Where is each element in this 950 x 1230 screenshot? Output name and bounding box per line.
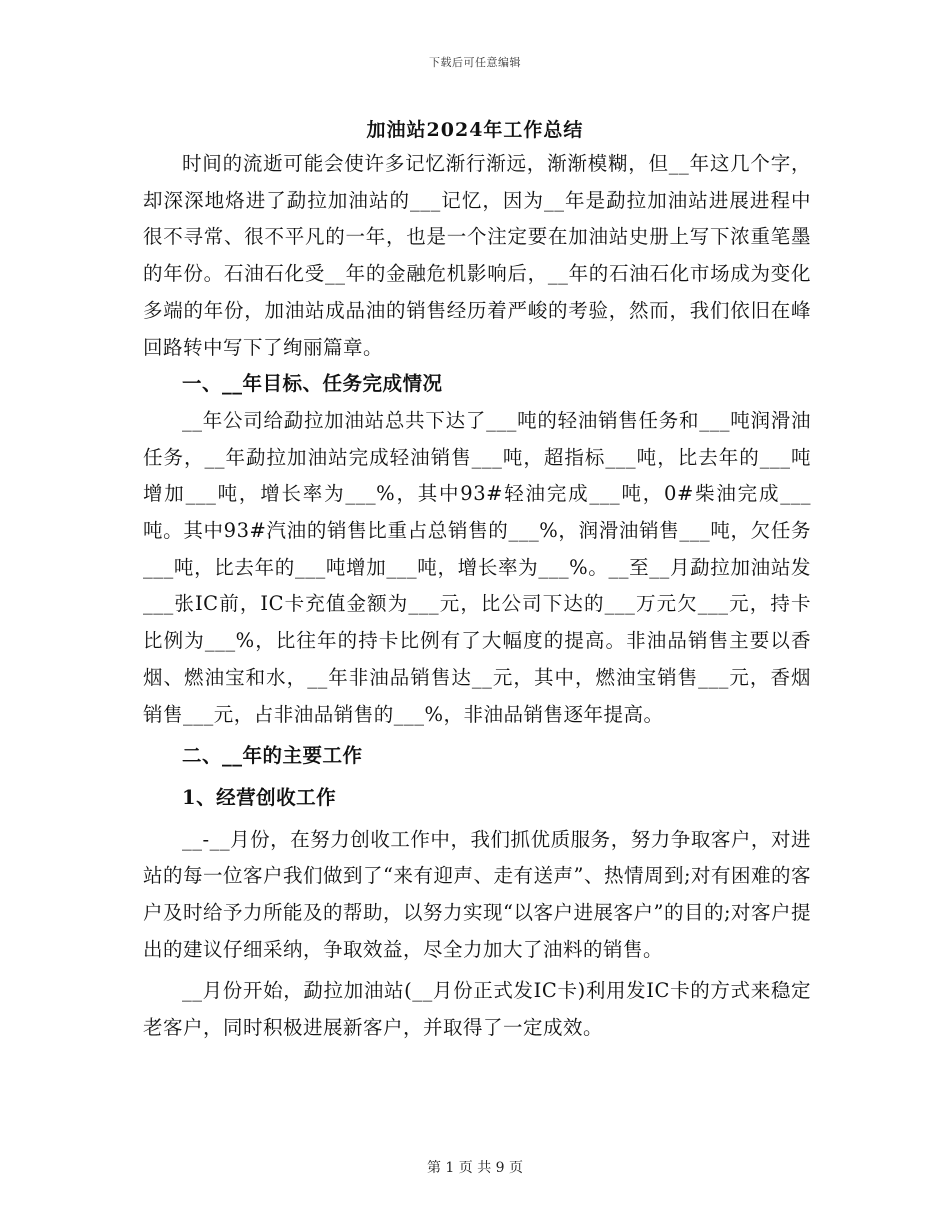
intro-paragraph: 时间的流逝可能会使许多记忆渐行渐远，渐渐模糊，但__年这几个字，却深深地烙进了勐拉加油站的___记忆，因为__年是勐拉加油站进展进程中很不寻常、很不平凡的一年，也是一个注定要在加油站史册上写下浓重笔墨的年份。石油石化受__年的金融危机影响后，__年的石油石化市场成为变化多端的年份，加油站成品油的销售经历着严峻的考验，然而，我们依旧在峰回路转中写下了绚丽篇章。 — [143, 152, 811, 359]
section-1-paragraph: __年公司给勐拉加油站总共下达了___吨的轻油销售任务和___吨润滑油任务，__年勐拉加油站完成轻油销售___吨，超指标___吨，比去年的___吨增加___吨，增长率为___%，其中93#轻油完成___吨，0#柴油完成___吨。其中93#汽油的销售比重占总销售的___%，润滑油销售___吨，欠任务___吨，比去年的___吨增加___吨，增长率为___%。__至__月勐拉加油站发___张IC前，IC卡充值金额为___元，比公司下达的___万元欠___元，持卡比例为___%，比往年的持卡比例有了大幅度的提高。非油品销售主要以香烟、燃油宝和水，__年非油品销售达__元，其中，燃油宝销售___元，香烟销售___元，占非油品销售的___%，非油品销售逐年提高。 — [143, 408, 811, 726]
page-number-indicator: 第 1 页 共 9 页 — [426, 1160, 524, 1176]
section-2-heading: 二、__年的主要工作 — [182, 744, 363, 768]
section-1-heading: 一、__年目标、任务完成情况 — [182, 372, 443, 396]
subsection-1-paragraph: __-__月份，在努力创收工作中，我们抓优质服务，努力争取客户，对进站的每一位客户我们做到了“来有迎声、走有送声”、热情周到;对有困难的客户及时给予力所能及的帮助，以努力实现“以客户进展客户”的目的;对客户提出的建议仔细采纳，争取效益，尽全力加大了油料的销售。 — [143, 827, 812, 961]
subsection-1-heading: 1、经营创收工作 — [182, 785, 337, 809]
page-header-note: 下载后可任意编辑 — [429, 56, 521, 69]
document-title: 加油站2024年工作总结 — [366, 119, 584, 141]
document-body — [143, 146, 811, 1047]
subsection-1-paragraph-2: __月份开始，勐拉加油站(__月份正式发IC卡)利用发IC卡的方式来稳定老客户，同时积极进展新客户，并取得了一定成效。 — [143, 979, 811, 1040]
